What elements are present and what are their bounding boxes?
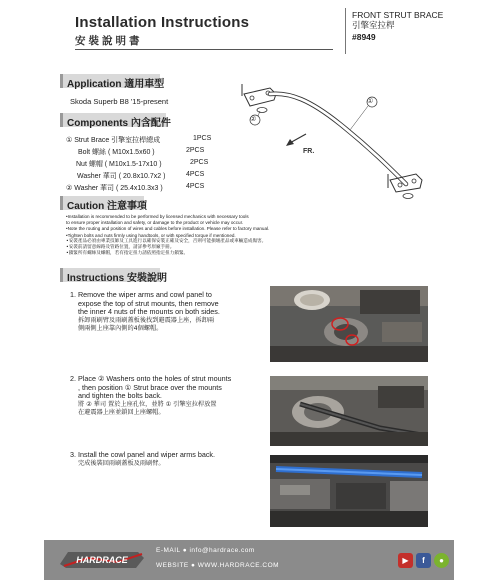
- vehicle-model: Skoda Superb B8 '15-present: [70, 97, 169, 106]
- step-text: 2. Place ② Washers onto the holes of strut mounts: [70, 374, 232, 383]
- step-text: and tighten the bolts back.: [78, 391, 162, 401]
- step-text-cn: 完成後裝回雨刷蓋板及雨刷臂。: [78, 459, 165, 467]
- caution-list: [66, 214, 356, 257]
- page-title: Installation Instructions: [75, 14, 250, 31]
- component-name: ① Strut Brace 引擎室拉桿總成: [66, 137, 161, 144]
- component-name: Washer 華司 ( 20.8x10.7x2 ): [77, 173, 166, 180]
- step-text-cn: 在避震器上座並鎖回上座螺帽。: [78, 409, 165, 417]
- instruction-step-1: [70, 291, 270, 334]
- component-name: Bolt 螺絲 ( M10x1.5x60 ): [78, 149, 155, 156]
- caution-heading: Caution 注意事項: [60, 196, 144, 210]
- header-divider: [75, 49, 333, 50]
- component-name: ② Washer 華司 ( 25.4x10.3x3 ): [66, 185, 163, 192]
- footer-bar: [44, 540, 454, 580]
- step-text: 1. Remove the wiper arms and cowl panel to: [70, 290, 212, 299]
- front-direction-label: FR.: [303, 148, 315, 155]
- page-title-cn: 安裝說明書: [75, 35, 143, 47]
- step-2-photo: [270, 376, 428, 446]
- instruction-step-3: [70, 451, 270, 468]
- application-heading: Application 適用車型: [60, 74, 160, 88]
- brand-name: HARDRACE: [76, 555, 128, 565]
- product-name-cn: 引擎室拉桿: [352, 21, 395, 31]
- step-text-cn: 拆卸雨刷臂及雨刷蓋板後找到避震器上座，拆卸兩: [78, 316, 215, 324]
- caution-line: •Installation is recommended to be performed by licensed mechanics with necessary tools: [66, 214, 249, 219]
- step-text: 3. Install the cowl panel and wiper arms back.: [70, 450, 216, 459]
- step-text-cn: 將 ② 華司 置於上座孔位，並將 ① 引擎室拉桿放置: [78, 400, 217, 408]
- components-heading: Components 內含配件: [60, 113, 166, 127]
- strut-brace-diagram: [230, 80, 430, 200]
- caution-line: •Note the routing and position of wires and cables before installation. Please refer to factory manual.: [66, 226, 270, 232]
- component-qty: 4PCS: [186, 183, 205, 190]
- part-number: #8949: [352, 32, 376, 42]
- caution-line: to ensure proper installation and safety, or damage to the product or vehicle may occur.: [66, 220, 244, 226]
- step-3-photo: [270, 455, 428, 527]
- product-info: [352, 10, 443, 43]
- instructions-heading: Instructions 安裝說明: [60, 268, 160, 282]
- wechat-icon[interactable]: ●: [434, 553, 449, 568]
- caution-line: •Tighten bolts and nuts firmly using handtools, or with specified torque if mentioned.: [66, 232, 236, 238]
- step-text: , then position ① Strut brace over the mounts: [78, 382, 222, 392]
- step-text-cn: 側兩側上座靠內側的4個螺帽。: [78, 325, 163, 333]
- instruction-step-2: [70, 375, 270, 418]
- component-qty: 2PCS: [190, 159, 209, 166]
- step-text: the inner 4 nuts of the mounts on both sides.: [78, 307, 220, 317]
- facebook-icon[interactable]: f: [416, 553, 431, 568]
- youtube-icon[interactable]: ▶: [398, 553, 413, 568]
- caution-line: •鎖緊所有螺絲及螺帽，若有指定扭力請依照指定扭力鎖緊。: [66, 251, 189, 257]
- component-qty: 2PCS: [186, 147, 205, 154]
- header-vertical-divider: [345, 8, 346, 54]
- caution-line: •安裝前請留意線路及管路位置，請詳參考原廠手冊。: [66, 245, 175, 251]
- component-name: Nut 螺帽 ( M10x1.5-17x10 ): [76, 161, 162, 168]
- footer-email[interactable]: E-MAIL ● info@hardrace.com: [156, 547, 255, 554]
- component-qty: 1PCS: [193, 135, 212, 142]
- step-1-photo: [270, 286, 428, 362]
- footer-website[interactable]: WEBSITE ● WWW.HARDRACE.COM: [156, 562, 280, 569]
- hardrace-logo: [58, 548, 146, 572]
- callout-1: ①: [367, 98, 374, 105]
- caution-line: •安裝產品必須由專業技師及工具進行以確保安裝正確及安全，否則可能損壞產品或車輛造成傷害。: [66, 238, 267, 244]
- product-name: FRONT STRUT BRACE: [352, 10, 444, 20]
- step-text: expose the top of strut mounts, then remove: [78, 298, 219, 308]
- component-qty: 4PCS: [186, 171, 205, 178]
- callout-2: ②: [250, 116, 257, 123]
